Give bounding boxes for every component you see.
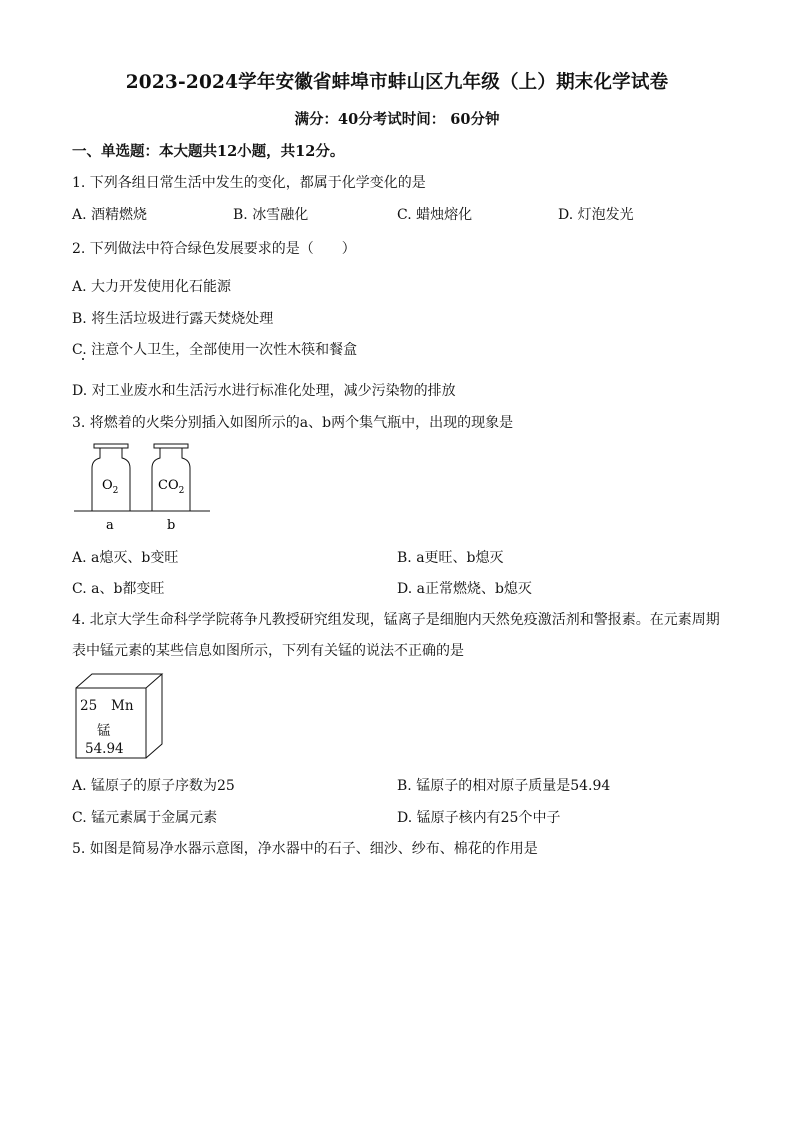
question-4-option-b: B. 锰原子的相对原子质量是54.94 xyxy=(397,778,611,794)
question-3-option-a: A. a熄灭、b变旺 xyxy=(72,550,179,566)
question-3-option-d: D. a正常燃烧、b熄灭 xyxy=(397,581,532,597)
question-4-stem-line1: 4. 北京大学生命科学学院蒋争凡教授研究组发现，锰离子是细胞内天然免疫激活剂和警报素。在元素周期 xyxy=(72,612,720,628)
question-2-stem: 2. 下列做法中符合绿色发展要求的是（ ） xyxy=(72,241,356,257)
question-4-stem-line2: 表中锰元素的某些信息如图所示，下列有关锰的说法不正确的是 xyxy=(72,643,464,659)
element-atomic-mass: 54.94 xyxy=(85,741,124,757)
question-4-option-c: C. 锰元素属于金属元素 xyxy=(72,810,218,826)
question-3-option-b: B. a更旺、b熄灭 xyxy=(397,550,504,566)
question-2-option-b: B. 将生活垃圾进行露天焚烧处理 xyxy=(72,311,274,327)
page-subtitle: 满分：40分考试时间： 60分钟 xyxy=(294,111,500,128)
question-2-option-d: D. 对工业废水和生活污水进行标准化处理，减少污染物的排放 xyxy=(72,383,456,399)
question-5-stem: 5. 如图是简易净水器示意图，净水器中的石子、细沙、纱布、棉花的作用是 xyxy=(72,841,538,857)
question-2-option-c: C. 注意个人卫生，全部使用一次性木筷和餐盒 xyxy=(72,342,358,358)
question-1-option-d: D. 灯泡发光 xyxy=(558,207,634,223)
element-name: 锰 xyxy=(97,723,111,739)
bottle-a-label: a xyxy=(106,518,114,533)
section-heading: 一、单选题：本大题共12小题，共12分。 xyxy=(72,143,345,160)
question-2-option-a: A. 大力开发使用化石能源 xyxy=(72,279,232,295)
question-1-option-a: A. 酒精燃烧 xyxy=(72,207,148,223)
page-title: 2023-2024学年安徽省蚌埠市蚌山区九年级（上）期末化学试卷 xyxy=(125,72,669,93)
element-symbol: Mn xyxy=(111,698,134,714)
question-1-stem: 1. 下列各组日常生活中发生的变化，都属于化学变化的是 xyxy=(72,175,426,191)
question-1-option-b: B. 冰雪融化 xyxy=(233,207,309,223)
bottle-a-gas: $O_2$ xyxy=(102,478,119,496)
gas-bottles-figure xyxy=(70,442,215,534)
question-3-option-c: C. a、b都变旺 xyxy=(72,581,165,597)
stray-dot xyxy=(82,358,84,360)
question-4-option-a: A. 锰原子的原子序数为25 xyxy=(72,778,235,794)
element-atomic-number: 25 xyxy=(80,698,98,714)
question-1-option-c: C. 蜡烛熔化 xyxy=(397,207,473,223)
question-3-stem: 3. 将燃着的火柴分别插入如图所示的a、b两个集气瓶中，出现的现象是 xyxy=(72,415,514,431)
question-4-option-d: D. 锰原子核内有25个中子 xyxy=(397,810,561,826)
bottle-b-gas: $CO_2$ xyxy=(158,478,185,496)
bottle-b-label: b xyxy=(167,518,176,533)
